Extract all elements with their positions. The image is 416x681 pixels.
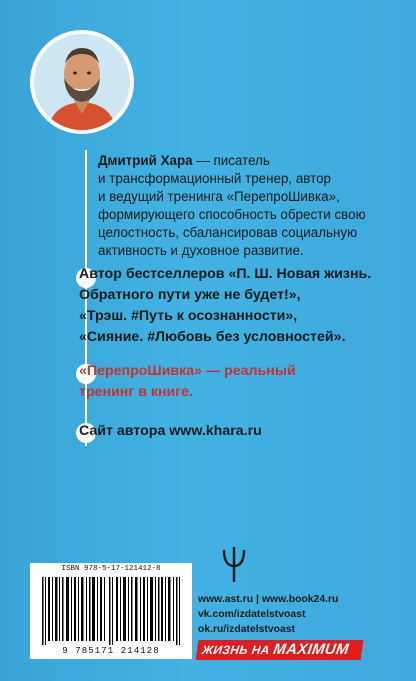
bio-line: целостность, сбалансировав социальную: [98, 225, 358, 240]
bestsellers-text: [79, 264, 394, 348]
ok-link[interactable]: ok.ru/izdatelstvoast: [198, 624, 296, 635]
author-portrait-image: [34, 34, 130, 130]
barcode: [30, 563, 192, 659]
publisher-psi-logo-icon: [220, 546, 248, 584]
training-line: тренинг в книге.: [79, 384, 194, 400]
brand-prefix: ЖИЗНЬ НА: [201, 643, 275, 657]
bestsellers-line: Автор бестселлеров «П. Ш. Новая жизнь.: [79, 266, 372, 282]
bio-line: активность и духовное развитие.: [98, 243, 304, 258]
ast-link[interactable]: www.ast.ru: [198, 594, 254, 605]
training-text: [79, 361, 394, 403]
series-brand-logo: [196, 640, 364, 660]
brand-main: MAXIMUM: [272, 641, 351, 658]
website-line: Сайт автора www.khara.ru: [79, 423, 262, 439]
bestsellers-line: «Сияние. #Любовь без условностей».: [79, 329, 346, 345]
publisher-links: [198, 592, 398, 637]
isbn-text: ISBN 978-5-17-121412-8: [61, 565, 161, 573]
barcode-bars-icon: [30, 563, 192, 659]
website-text: [79, 421, 394, 442]
bestsellers-line: «Трэш. #Путь к осознанности»,: [79, 308, 298, 324]
bio-line: и ведущий тренинга «ПерепроШивка»,: [98, 189, 340, 204]
author-bio: [98, 152, 398, 260]
bio-line: — писатель: [192, 153, 270, 168]
author-photo: [30, 30, 134, 134]
training-line: «ПерепроШивка» — реальный: [79, 363, 296, 379]
vk-link[interactable]: vk.com/izdatelstvoast: [198, 609, 306, 620]
bestsellers-line: Обратного пути уже не будет!»,: [79, 287, 301, 303]
barcode-number: 9 785171 214128: [62, 646, 160, 656]
link-separator: |: [256, 594, 259, 605]
bio-line: формирующего способность обрести свою: [98, 207, 366, 222]
author-name: Дмитрий Хара: [98, 153, 193, 168]
book24-link[interactable]: www.book24.ru: [261, 594, 339, 605]
bio-line: и трансформационный тренер, автор: [98, 171, 331, 186]
